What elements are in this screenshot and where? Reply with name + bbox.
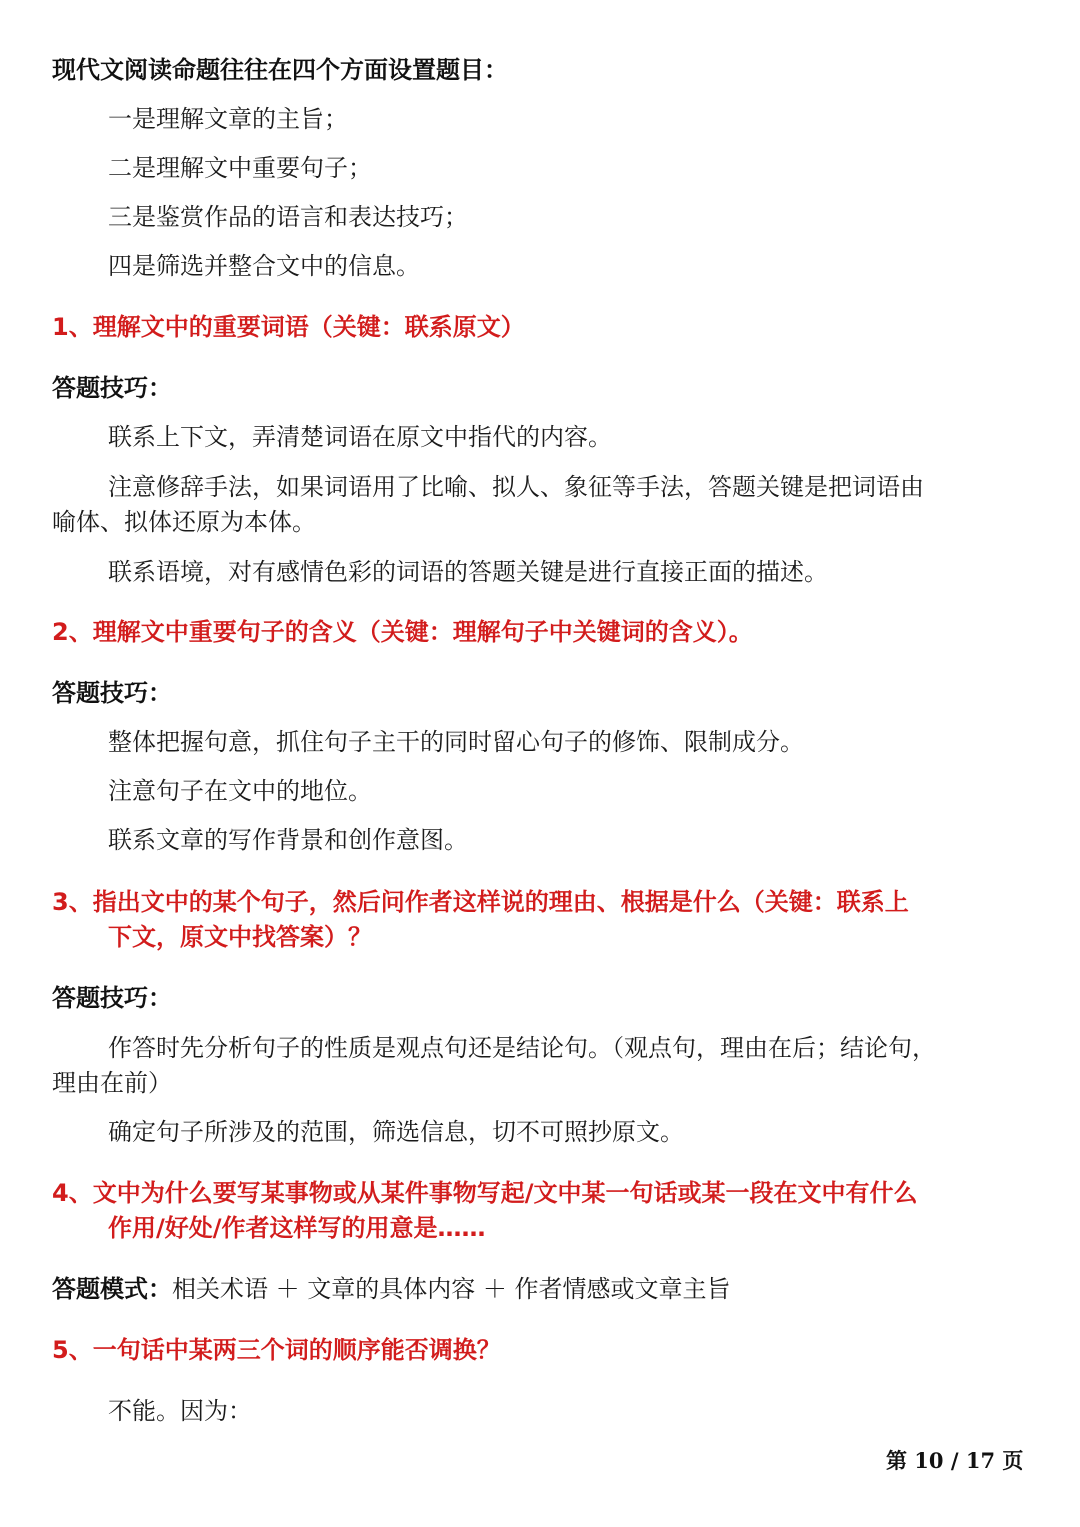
intro-item: 四是筛选并整合文中的信息。: [108, 252, 420, 280]
section-point: 联系语境，对有感情色彩的词语的答题关键是进行直接正面的描述。: [108, 558, 828, 586]
section-title-2: 2、理解文中重要句子的含义（关键：理解句子中关键词的含义）。: [52, 618, 753, 646]
intro-item: 一是理解文章的主旨；: [108, 105, 348, 133]
section-point: 确定句子所涉及的范围，筛选信息，切不可照抄原文。: [108, 1118, 684, 1146]
section-point-continued: 理由在前）: [52, 1069, 172, 1097]
page-number: 第 10 / 17 页: [886, 1448, 1024, 1473]
section-point: 注意句子在文中的地位。: [108, 777, 372, 805]
section-point: 整体把握句意，抓住句子主干的同时留心句子的修饰、限制成分。: [108, 728, 804, 756]
intro-heading: 现代文阅读命题往往在四个方面设置题目：: [52, 56, 508, 84]
section-point: 联系文章的写作背景和创作意图。: [108, 826, 468, 854]
section-title-4: 4、文中为什么要写某事物或从某件事物写起/文中某一句话或某一段在文中有什么: [52, 1179, 918, 1207]
section-point: 注意修辞手法，如果词语用了比喻、拟人、象征等手法，答题关键是把词语由: [108, 473, 924, 501]
section-title-4-continued: 作用/好处/作者这样写的用意是……: [108, 1214, 486, 1242]
section-point-continued: 喻体、拟体还原为本体。: [52, 508, 316, 536]
section-label: 答题技巧：: [52, 679, 172, 707]
intro-item: 二是理解文中重要句子；: [108, 154, 372, 182]
answer-pattern-label: 答题模式：: [52, 1275, 172, 1303]
section-point: 联系上下文，弄清楚词语在原文中指代的内容。: [108, 423, 612, 451]
section-title-3-continued: 下文，原文中找答案）？: [108, 923, 372, 951]
answer-pattern-formula: 相关术语 ＋ 文章的具体内容 ＋ 作者情感或文章主旨: [172, 1275, 731, 1303]
section-label: 答题技巧：: [52, 374, 172, 402]
section-label: 答题技巧：: [52, 984, 172, 1012]
answer-pattern: [52, 1272, 1032, 1306]
section-title-5: 5、一句话中某两三个词的顺序能否调换？: [52, 1336, 501, 1364]
section-title-1: 1、理解文中的重要词语（关键：联系原文）: [52, 313, 525, 341]
section-answer: 不能。因为：: [108, 1397, 252, 1425]
section-point: 作答时先分析句子的性质是观点句还是结论句。（观点句，理由在后；结论句，: [108, 1034, 936, 1062]
intro-item: 三是鉴赏作品的语言和表达技巧；: [108, 203, 468, 231]
section-title-3: 3、指出文中的某个句子，然后问作者这样说的理由、根据是什么（关键：联系上: [52, 888, 909, 916]
